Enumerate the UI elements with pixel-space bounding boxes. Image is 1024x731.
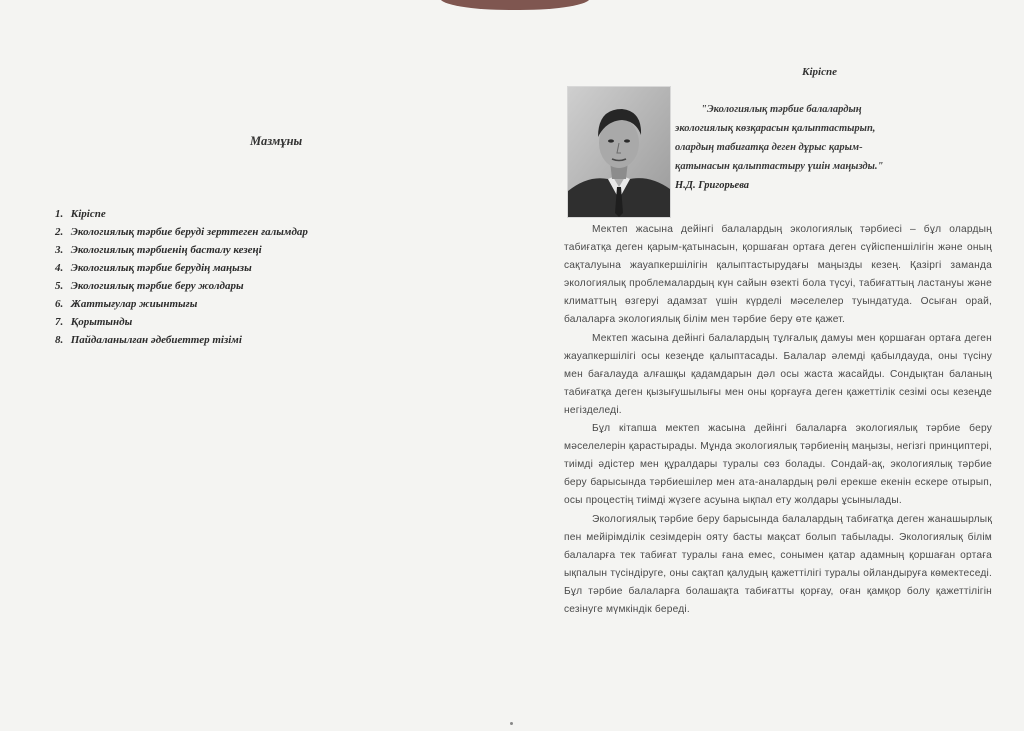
toc-item-label: Экологиялық тәрбие беруді зерттеген ғалымдар: [70, 226, 308, 238]
toc-item: [55, 205, 308, 223]
author-portrait: [567, 86, 671, 218]
quote-line: экологиялық көзқарасын қалыптастырып,: [675, 123, 876, 134]
toc-item-label: Экологиялық тәрбие беру жолдары: [70, 280, 244, 292]
toc-item: [55, 331, 308, 349]
toc-item-label: Пайдаланылған әдебиеттер тізімі: [70, 334, 242, 346]
toc-item: [55, 241, 308, 259]
quote-line: "Экологиялық тәрбие балалардың: [701, 104, 862, 115]
epigraph-quote: [675, 100, 925, 195]
portrait-photo: [568, 87, 670, 217]
toc-item: [55, 277, 308, 295]
quote-line: қатынасын қалыптастыру үшін маңызды.": [675, 161, 884, 172]
body-paragraph: Мектеп жасына дейінгі балалардың тұлғалық дамуы мен қоршаған ортаға деген жауапкершілігі осы кезеңде қалыптасады. Балалар әлемді қабылдауда, оны түсіну мен бағалауда алғашқы қадамдарын дәл осы жаста жасайды. Сондықтан баланың табиғатқа деген қызығушылығы мен оны қорғауға деген қажеттілік сезімі осы кезеңде негізделеді.: [564, 332, 992, 416]
intro-title: Кіріспе: [802, 66, 837, 78]
toc-item-number: 1.: [55, 208, 64, 220]
toc-item: [55, 313, 308, 331]
quote-line: олардың табиғатқа деген дұрыс қарым-: [675, 142, 863, 153]
toc-item-number: 6.: [55, 298, 64, 310]
toc-item-number: 3.: [55, 244, 64, 256]
body-paragraph: Экологиялық тәрбие беру барысында балалардың табиғатқа деген жанашырлық пен мейірімділік сезімдерін ояту басты мақсат болып табылады. Экологиялық білім балаларға тек табиғат туралы ғана емес, сонымен қатар адамның қоршаған ортаға ықпалын түсіндіруге, оны сақтап қалудың қажеттілігі туралы ойландыруға көмектеседі. Бұл тәрбие балаларға болашақта табиғатты қорғау, оған қамқор болу қажеттілігін сезінуге мүмкіндік береді.: [564, 513, 992, 615]
toc-item-number: 2.: [55, 226, 64, 238]
toc-item: [55, 259, 308, 277]
toc-list: [55, 205, 308, 349]
toc-item-label: Экологиялық тәрбие берудің маңызы: [70, 262, 252, 274]
toc-item-number: 7.: [55, 316, 64, 328]
toc-item-number: 4.: [55, 262, 64, 274]
page-mark: [510, 722, 513, 725]
toc-item-number: 5.: [55, 280, 64, 292]
toc-item: [55, 223, 308, 241]
quote-author: Н.Д. Григорьева: [675, 180, 750, 191]
toc-title: Мазмұны: [250, 134, 303, 148]
toc-item-label: Жаттығулар жиынтығы: [70, 298, 198, 310]
toc-item-label: Кіріспе: [70, 208, 106, 220]
body-paragraph: Бұл кітапша мектеп жасына дейінгі балаларға экологиялық тәрбие беру мәселелерін қарастырады. Мұнда экологиялық тәрбиенің маңызы, негізгі принциптері, тиімді әдістер мен құралдары туралы сөз болады. Сондай-ақ, экологиялық тәрбие беру барысында тәрбиешілер мен ата-аналардың рөлі ерекше екенін ескере отырып, осы процестің тиімді жүзеге асуына ықпал ету жолдары ұсынылады.: [564, 423, 992, 507]
intro-body: [564, 221, 992, 619]
right-page: [540, 0, 1024, 731]
body-paragraph: Мектеп жасына дейінгі балалардың экологиялық тәрбиесі – бұл олардың табиғатқа деген қарым-қатынасын, қоршаған ортаға деген сүйіспеншілігін және оның сақталуына жауапкершілігін қалыптастырудағы маңызды кезең. Қазіргі заманда экологиялық проблемалардың күн сайын өзекті бола түсуі, табиғаттың ластануы және климаттың өзгеруі адамзат үшін күрделі мәселелер туындатуда. Осыған орай, балаларға экологиялық білім мен тәрбие беру өте қажет.: [564, 224, 992, 326]
toc-item-number: 8.: [55, 334, 64, 346]
toc-item: [55, 295, 308, 313]
toc-item-label: Қорытынды: [70, 316, 133, 328]
toc-item-label: Экологиялық тәрбиенің басталу кезеңі: [70, 244, 262, 256]
